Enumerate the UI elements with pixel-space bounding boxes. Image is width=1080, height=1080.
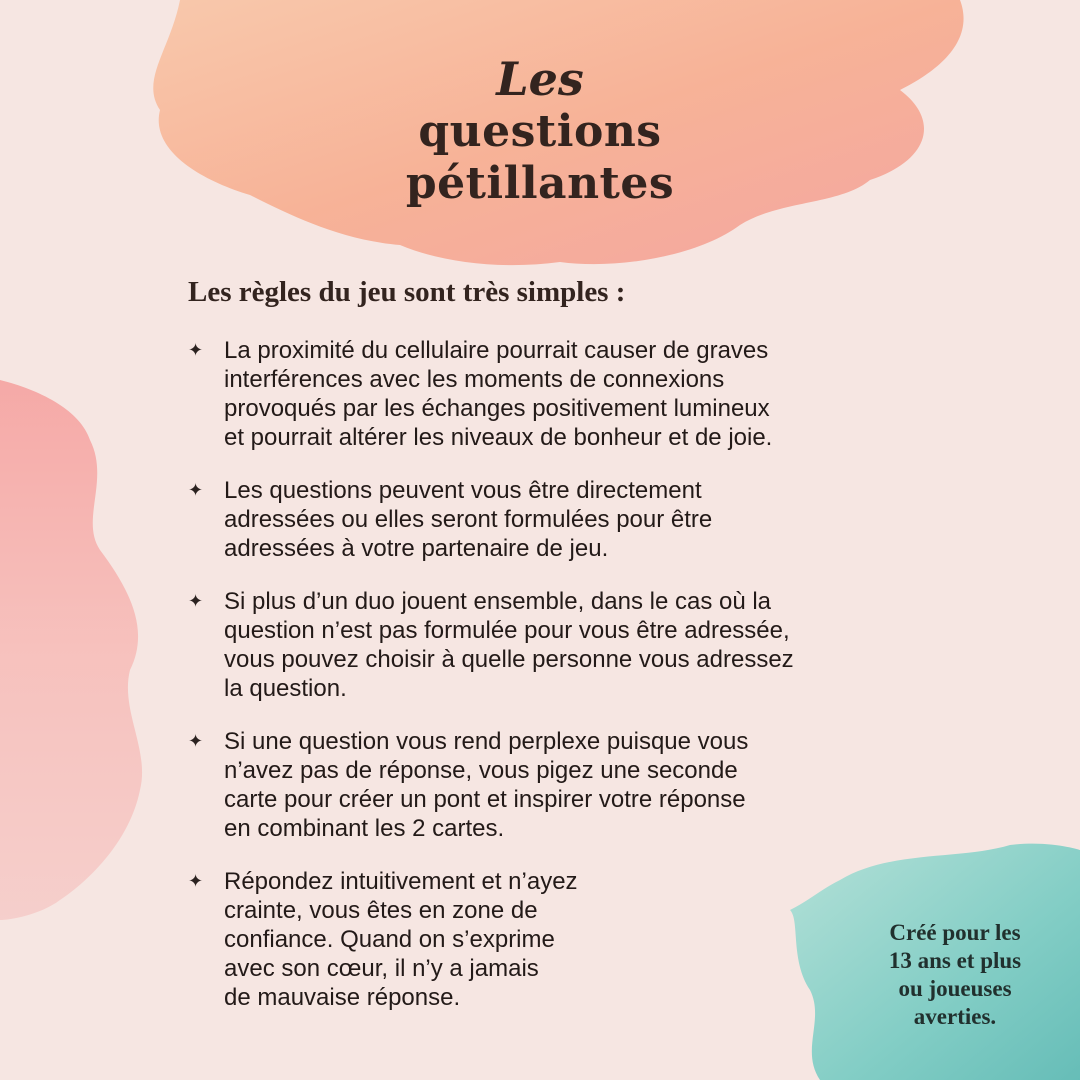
rule-text: Les questions peuvent vous être directement adressées ou elles seront formulées pour être adressées à votre partenaire de jeu. bbox=[224, 477, 713, 562]
rule-item bbox=[188, 587, 908, 703]
page-title bbox=[360, 52, 720, 210]
rule-text: Si plus d’un duo jouent ensemble, dans le cas où la question n’est pas formulée pour vous être adressée, vous pouvez choisir à quelle personne vous adressez la question. bbox=[224, 588, 794, 702]
title-line-3: pétillantes bbox=[405, 158, 675, 209]
four-point-star-icon: ✦ bbox=[188, 480, 204, 500]
rule-item bbox=[188, 476, 908, 563]
rules-list bbox=[188, 336, 908, 1036]
title-line-2: questions bbox=[418, 106, 662, 157]
rule-text: Répondez intuitivement et n’ayez crainte, vous êtes en zone de confiance. Quand on s’exprime avec son cœur, il n’y a jamais de mauvaise réponse. bbox=[224, 868, 578, 1011]
four-point-star-icon: ✦ bbox=[188, 871, 204, 891]
rule-item bbox=[188, 727, 908, 843]
rule-text: La proximité du cellulaire pourrait causer de graves interférences avec les moments de connexions provoqués par les échanges positivement lumineux et pourrait altérer les niveaux de bonheur et de joie. bbox=[224, 337, 773, 451]
rule-item bbox=[188, 867, 908, 1012]
rules-heading: Les règles du jeu sont très simples : bbox=[188, 276, 626, 308]
four-point-star-icon: ✦ bbox=[188, 731, 204, 751]
four-point-star-icon: ✦ bbox=[188, 591, 204, 611]
four-point-star-icon: ✦ bbox=[188, 340, 204, 360]
age-notice: Créé pour les 13 ans et plus ou joueuses averties. bbox=[888, 920, 1022, 1029]
title-line-1: Les bbox=[496, 52, 584, 106]
left-watercolor-splash bbox=[0, 380, 170, 920]
rule-text: Si une question vous rend perplexe puisque vous n’avez pas de réponse, vous pigez une seconde carte pour créer un pont et inspirer votre réponse en combinant les 2 cartes. bbox=[224, 728, 749, 842]
rule-item bbox=[188, 336, 908, 452]
